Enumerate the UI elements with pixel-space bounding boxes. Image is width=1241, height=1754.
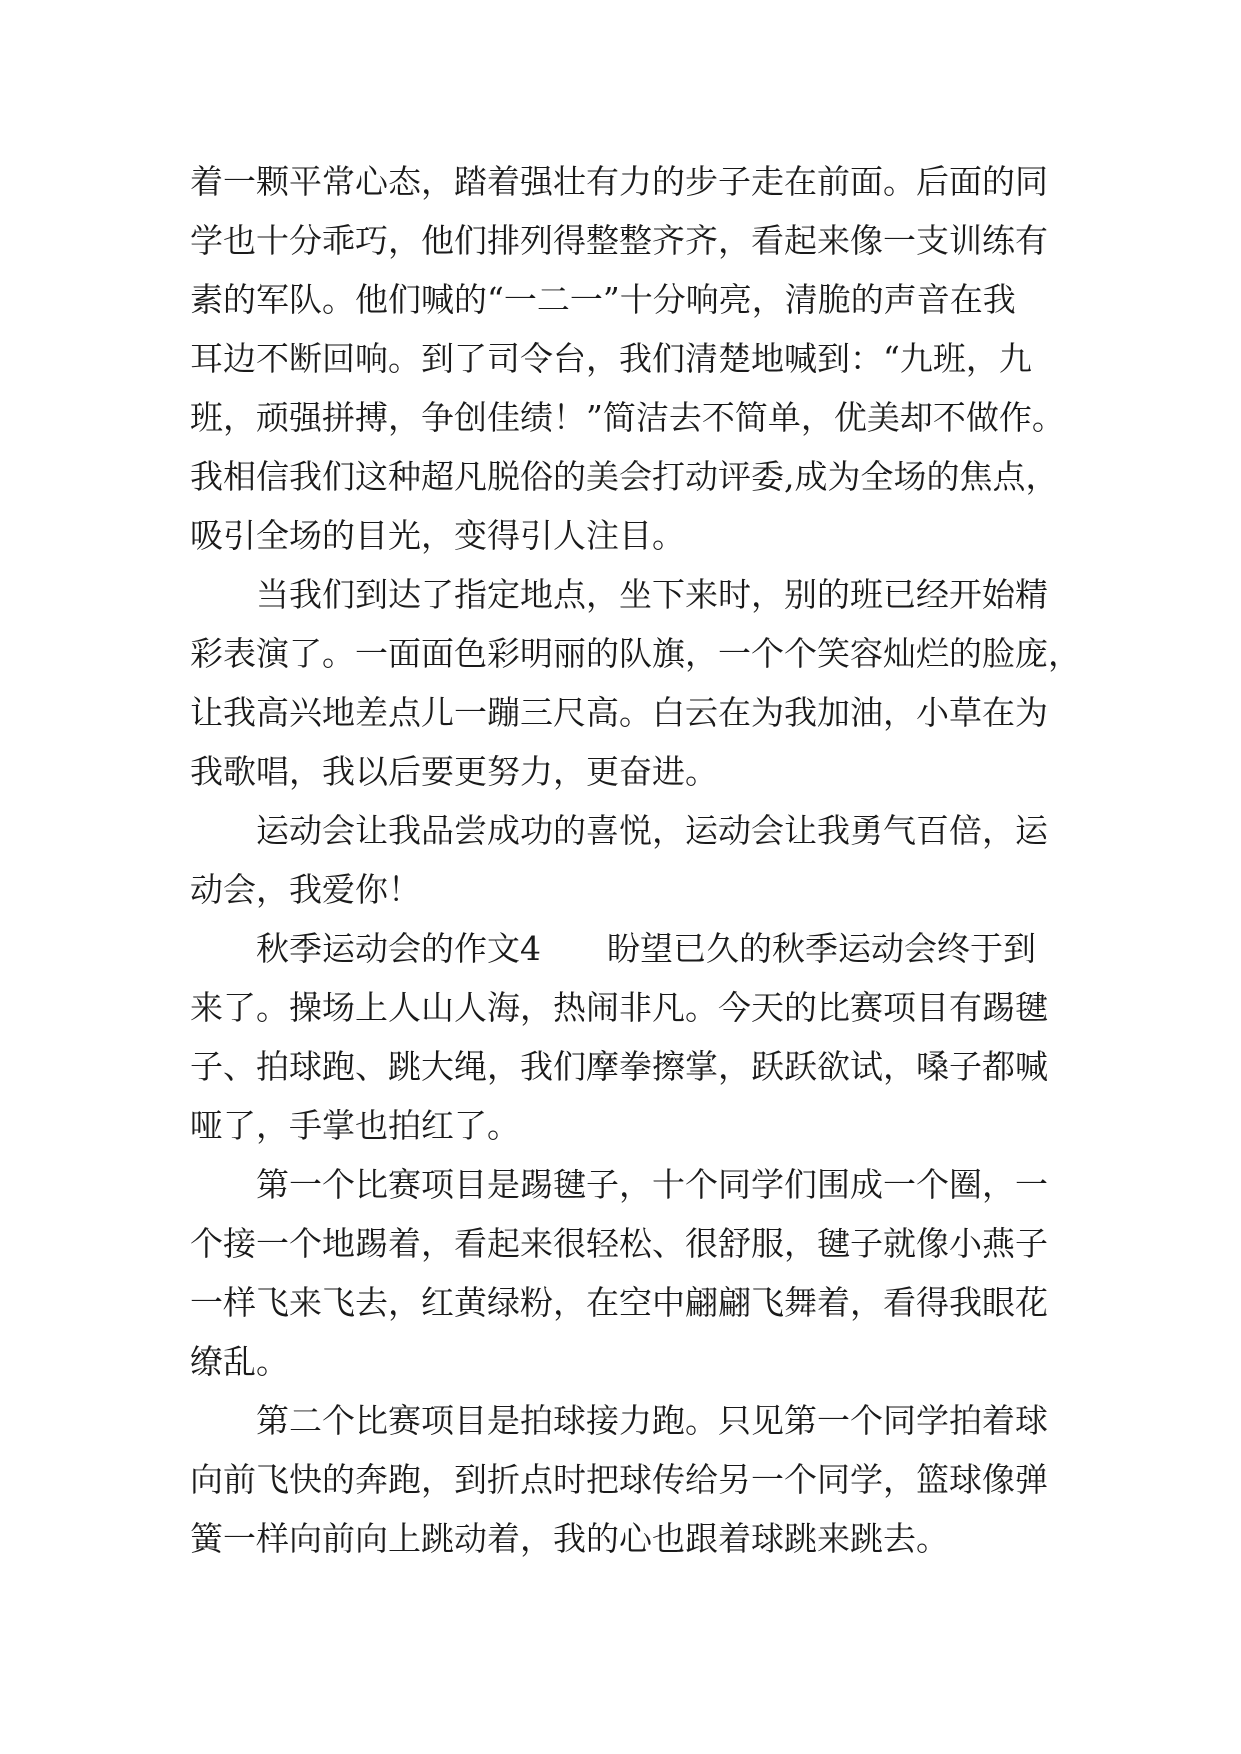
essay-body xyxy=(190,152,1081,1568)
text-line: 动会，我爱你！ xyxy=(190,870,421,909)
text-line: 一样飞来飞去，红黄绿粉，在空中翩翩飞舞着，看得我眼花 xyxy=(190,1283,1048,1322)
text-line: 彩表演了。一面面色彩明丽的队旗，一个个笑容灿烂的脸庞， xyxy=(190,634,1081,673)
text-line: 子、拍球跑、跳大绳，我们摩拳擦掌，跃跃欲试，嗓子都喊 xyxy=(190,1047,1048,1086)
text-line: 班，顽强拼搏，争创佳绩！”简洁去不简单，优美却不做作。 xyxy=(190,398,1065,437)
text-line: 我歌唱，我以后要更努力，更奋进。 xyxy=(190,752,718,791)
paragraph-start-line: 第一个比赛项目是踢毽子，十个同学们围成一个圈，一 xyxy=(256,1165,1048,1204)
text-line: 哑了，手掌也拍红了。 xyxy=(190,1106,520,1145)
text-line: 来了。操场上人山人海，热闹非凡。今天的比赛项目有踢毽 xyxy=(190,988,1048,1027)
text-line: 让我高兴地差点儿一蹦三尺高。白云在为我加油，小草在为 xyxy=(190,693,1048,732)
text-line: 我相信我们这种超凡脱俗的美会打动评委,成为全场的焦点， xyxy=(190,457,1059,496)
text-line: 向前飞快的奔跑，到折点时把球传给另一个同学，篮球像弹 xyxy=(190,1460,1048,1499)
text-line: 素的军队。他们喊的“一二一”十分响亮，清脆的声音在我 xyxy=(190,280,1016,319)
text-line: 吸引全场的目光，变得引人注目。 xyxy=(190,516,685,555)
paragraph-start-line: 秋季运动会的作文4 盼望已久的秋季运动会终于到 xyxy=(256,929,1036,968)
text-line: 学也十分乖巧，他们排列得整整齐齐，看起来像一支训练有 xyxy=(190,221,1048,260)
text-line: 着一颗平常心态，踏着强壮有力的步子走在前面。后面的同 xyxy=(190,162,1048,201)
text-line: 个接一个地踢着，看起来很轻松、很舒服，毽子就像小燕子 xyxy=(190,1224,1048,1263)
paragraph-start-line: 当我们到达了指定地点，坐下来时，别的班已经开始精 xyxy=(256,575,1048,614)
text-line: 耳边不断回响。到了司令台，我们清楚地喊到：“九班，九 xyxy=(190,339,1032,378)
paragraph-start-line: 运动会让我品尝成功的喜悦，运动会让我勇气百倍，运 xyxy=(256,811,1048,850)
text-line: 缭乱。 xyxy=(190,1342,289,1381)
text-line: 簧一样向前向上跳动着，我的心也跟着球跳来跳去。 xyxy=(190,1519,949,1558)
paragraph-start-line: 第二个比赛项目是拍球接力跑。只见第一个同学拍着球 xyxy=(256,1401,1048,1440)
